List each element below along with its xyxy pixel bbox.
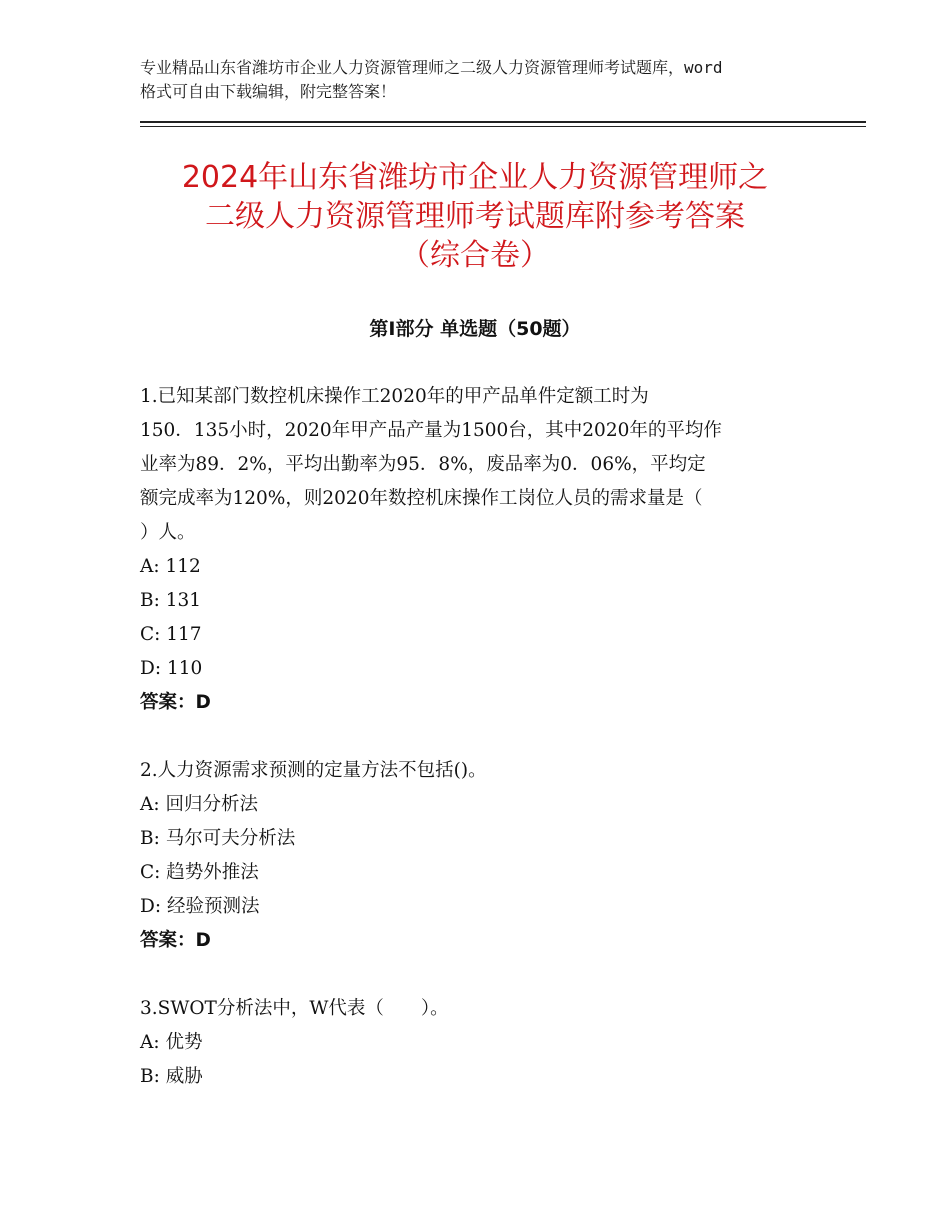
question-block bbox=[140, 380, 810, 720]
header-divider-thick bbox=[140, 121, 866, 123]
title-line: 2024年山东省潍坊市企业人力资源管理师之 bbox=[181, 160, 769, 195]
section-heading: 第Ⅰ部分 单选题（50题） bbox=[369, 318, 581, 340]
header-note-line: 专业精品山东省潍坊市企业人力资源管理师之二级人力资源管理师考试题库，word bbox=[140, 58, 723, 77]
answer-label: 答案：D bbox=[140, 930, 211, 951]
stem-line: 额完成率为120%，则2020年数控机床操作工岗位人员的需求量是（ bbox=[140, 488, 703, 509]
option-a: A: 回归分析法 bbox=[140, 794, 258, 815]
stem-line: 业率为89．2%，平均出勤率为95．8%，废品率为0．06%，平均定 bbox=[140, 454, 706, 475]
header-note bbox=[140, 56, 830, 104]
stem-line: 150．135小时，2020年甲产品产量为1500台，其中2020年的平均作 bbox=[140, 420, 722, 441]
option-a: A: 112 bbox=[140, 556, 201, 577]
answer-label: 答案：D bbox=[140, 692, 211, 713]
stem-line: 3.SWOT分析法中，W代表（ ）。 bbox=[140, 998, 449, 1019]
stem-line: 1.已知某部门数控机床操作工2020年的甲产品单件定额工时为 bbox=[140, 386, 649, 407]
question-stem bbox=[140, 380, 810, 550]
header-divider-thin bbox=[140, 126, 866, 127]
question-block bbox=[140, 754, 810, 958]
option-d: D: 110 bbox=[140, 658, 203, 679]
option-d: D: 经验预测法 bbox=[140, 896, 260, 917]
question-stem bbox=[140, 992, 810, 1026]
option-c: C: 趋势外推法 bbox=[140, 862, 259, 883]
question-list bbox=[140, 380, 810, 1094]
question-stem bbox=[140, 754, 810, 788]
header-note-line: 格式可自由下载编辑，附完整答案！ bbox=[140, 82, 397, 101]
question-spacer bbox=[140, 958, 810, 992]
stem-line: 2.人力资源需求预测的定量方法不包括()。 bbox=[140, 760, 487, 781]
question-spacer bbox=[140, 720, 810, 754]
option-a: A: 优势 bbox=[140, 1032, 203, 1053]
option-b: B: 131 bbox=[140, 590, 202, 611]
option-b: B: 威胁 bbox=[140, 1066, 203, 1087]
question-block bbox=[140, 992, 810, 1094]
option-c: C: 117 bbox=[140, 624, 202, 645]
title-line: 二级人力资源管理师考试题库附参考答案 bbox=[205, 199, 745, 234]
title-line: （综合卷） bbox=[400, 238, 550, 273]
document-title bbox=[110, 158, 840, 275]
option-b: B: 马尔可夫分析法 bbox=[140, 828, 296, 849]
stem-line: ）人。 bbox=[140, 522, 196, 543]
